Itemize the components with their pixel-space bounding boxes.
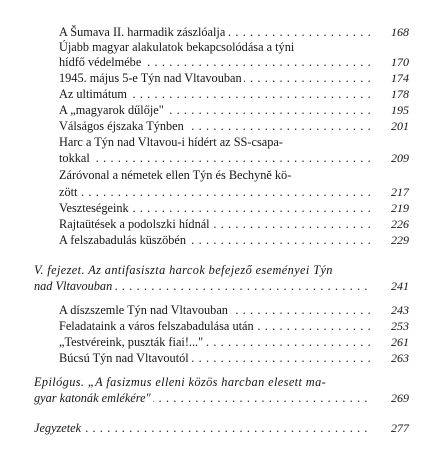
toc-entry — [59, 319, 371, 334]
toc-entry — [59, 351, 371, 366]
toc-page-number: 217 — [371, 185, 409, 200]
notes-title: Jegyzetek — [34, 421, 82, 435]
toc-page-number: 170 — [371, 55, 409, 70]
toc-page-number: 226 — [371, 217, 409, 232]
toc-entry-title: Válságos éjszaka Týnben — [59, 119, 184, 133]
epilogue-title-line-2: gyar katonák emlékére" — [34, 391, 151, 405]
toc-entry — [59, 185, 371, 200]
epilogue-heading — [34, 391, 371, 406]
toc-entry-title: Feladataink a város felszabadulása után — [59, 319, 254, 333]
toc-entry — [59, 201, 371, 216]
toc-entry — [59, 87, 371, 102]
toc-page-number: 269 — [371, 391, 409, 406]
chapter-heading — [34, 263, 406, 278]
toc-page-number: 195 — [371, 103, 409, 118]
toc-entry — [59, 335, 371, 350]
toc-entry — [59, 233, 371, 248]
toc-page-number: 277 — [371, 421, 409, 436]
toc-entry-title: „Testvéreink, puszták fiai!..." — [59, 335, 204, 349]
toc-page-number: 168 — [371, 25, 409, 40]
toc-page-number: 263 — [371, 351, 409, 366]
toc-page-number: 241 — [371, 279, 409, 294]
toc-entry-title: Rajtaütések a podolszki hídnál — [59, 217, 210, 231]
toc-entry — [59, 40, 405, 55]
notes-heading — [34, 421, 371, 436]
toc-entry-title: Az ultimátum — [59, 87, 127, 101]
toc-entry-title: 1945. május 5-e Týn nad Vltavouban — [59, 71, 242, 85]
toc-page-number: 229 — [371, 233, 409, 248]
epilogue-heading — [34, 375, 406, 390]
chapter-heading — [34, 279, 371, 294]
toc-entry-title: A „magyarok dűlője" — [59, 103, 164, 117]
toc-entry — [59, 25, 371, 40]
toc-entry — [59, 151, 371, 166]
toc-entry-title: Újabb magyar alakulatok bekapcsolódása a týni — [59, 40, 295, 54]
toc-entry — [59, 119, 371, 134]
toc-page-number: 201 — [371, 119, 409, 134]
toc-entry-title: Harc a Týn nad Vltavou-i hídért az SS-csapa- — [59, 135, 283, 149]
toc-entry-title: Veszteségeink — [59, 201, 129, 215]
toc-entry — [59, 135, 405, 150]
toc-entry-title: Záróvonal a németek ellen Týn és Bechyně kö- — [59, 168, 292, 182]
toc-page-number: 219 — [371, 201, 409, 216]
toc-entry — [59, 168, 405, 183]
toc-entry — [59, 71, 371, 86]
chapter-title-line-2: nad Vltavouban — [34, 279, 113, 293]
toc-page-number: 174 — [371, 71, 409, 86]
chapter-title-line-1: V. fejezet. Az antifasiszta harcok befejező eseményei Týn — [34, 263, 333, 277]
toc-entry — [59, 55, 371, 70]
toc-page-number: 178 — [371, 87, 409, 102]
toc-entry — [59, 217, 371, 232]
toc-entry-title: tokkal — [59, 151, 90, 165]
toc-entry-title: zött — [59, 185, 78, 199]
toc-entry-title: A díszszemle Týn nad Vltavouban — [59, 303, 228, 317]
toc-page-number: 243 — [371, 303, 409, 318]
toc-entry — [59, 303, 371, 318]
toc-entry-title: Búcsú Týn nad Vltavoutól — [59, 351, 189, 365]
epilogue-title-line-1: Epilógus. „A fasizmus elleni közös harcban elesett ma- — [34, 375, 327, 389]
toc-page-number: 209 — [371, 151, 409, 166]
toc-page-number: 253 — [371, 319, 409, 334]
toc-page-number: 261 — [371, 335, 409, 350]
toc-entry — [59, 103, 371, 118]
toc-entry-title: A felszabadulás küszöbén — [59, 233, 187, 247]
toc-entry-title: hídfő védelmébe — [59, 55, 142, 69]
toc-entry-title: A Šumava II. harmadik zászlóalja — [59, 25, 226, 39]
